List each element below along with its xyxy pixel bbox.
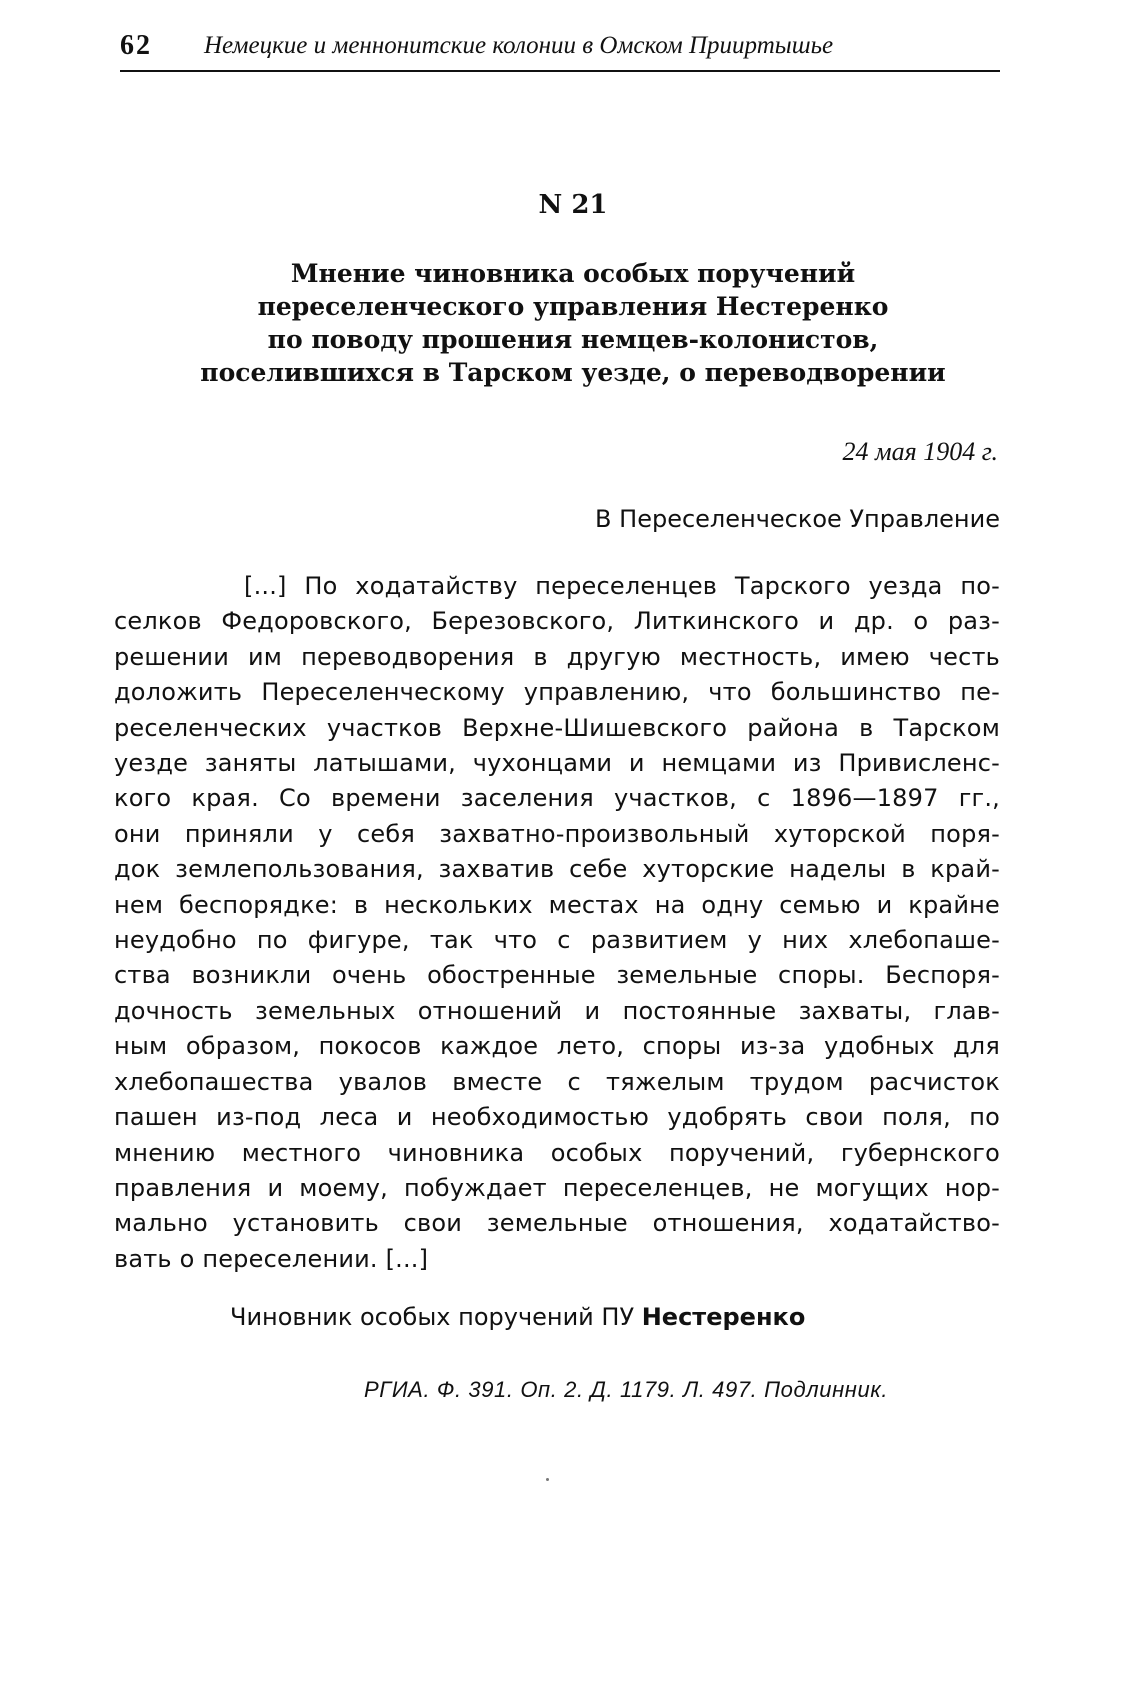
body-line: вать о переселении. [...] [114,1244,429,1273]
document-title [150,257,996,389]
body-line: мально установить свои земельные отношения, ходатайство- [114,1209,1000,1238]
body-line: мнению местного чиновника особых поручений, губернского [114,1138,1000,1167]
addressee: В Переселенческое Управление [595,505,1000,533]
body-line: док землепользования, захватив себе хуторские наделы в край- [114,855,1000,884]
body-line: дочность земельных отношений и постоянные захваты, глав- [114,996,1000,1025]
document-title-line: переселенческого управления Нестеренко [257,292,889,321]
body-line: доложить Переселенческому управлению, что большинство пе- [114,678,1000,707]
print-speck [546,1478,549,1481]
document-title-line: поселившихся в Тарском уезде, о переводворении [200,358,946,387]
document-title-line: по поводу прошения немцев-колонистов, [267,325,879,354]
body-line: пашен из-под леса и необходимостью удобрять свои поля, по [114,1103,1000,1132]
page-header [120,28,1000,72]
running-title: Немецкие и меннонитские колонии в Омском Прииртышье [204,32,834,59]
body-line: они приняли у себя захватно-произвольный хуторской поря- [114,819,1000,848]
document-date: 24 мая 1904 г. [842,437,998,466]
signature-name: Нестеренко [641,1303,806,1331]
body-line: нем беспорядке: в нескольких местах на одну семью и крайне [114,890,1000,919]
body-line: решении им переводворения в другую местность, имею честь [114,642,1000,671]
body-line: ства возникли очень обостренные земельные споры. Беспоря- [114,961,1000,990]
body-line: уезде заняты латышами, чухонцами и немцами из Привисленс- [114,749,1000,778]
body-line: хлебопашества увалов вместе с тяжелым трудом расчисток [114,1067,1000,1096]
body-line: селков Федоровского, Березовского, Литкинского и др. о раз- [114,607,1000,636]
archival-source: РГИА. Ф. 391. Оп. 2. Д. 1179. Л. 497. Подлинник. [364,1377,889,1402]
body-line: [...] По ходатайству переселенцев Тарского уезда по- [244,572,1000,600]
document-number: N 21 [538,190,608,220]
signature [230,1303,805,1331]
body-line: реселенческих участков Верхне-Шишевского района в Тарском [114,713,1000,742]
body-text [114,569,1000,1277]
body-line: кого края. Со времени заселения участков, с 1896—1897 гг., [114,784,1000,813]
body-line: правления и моему, побуждает переселенцев, не могущих нор- [114,1173,1000,1202]
page-number: 62 [120,30,152,61]
body-line: ным образом, покосов каждое лето, споры из-за удобных для [114,1032,1000,1061]
body-line: неудобно по фигуре, так что с развитием у них хлебопаше- [114,926,1000,955]
document-title-line: Мнение чиновника особых поручений [290,259,856,288]
signature-position: Чиновник особых поручений ПУ [230,1303,635,1331]
